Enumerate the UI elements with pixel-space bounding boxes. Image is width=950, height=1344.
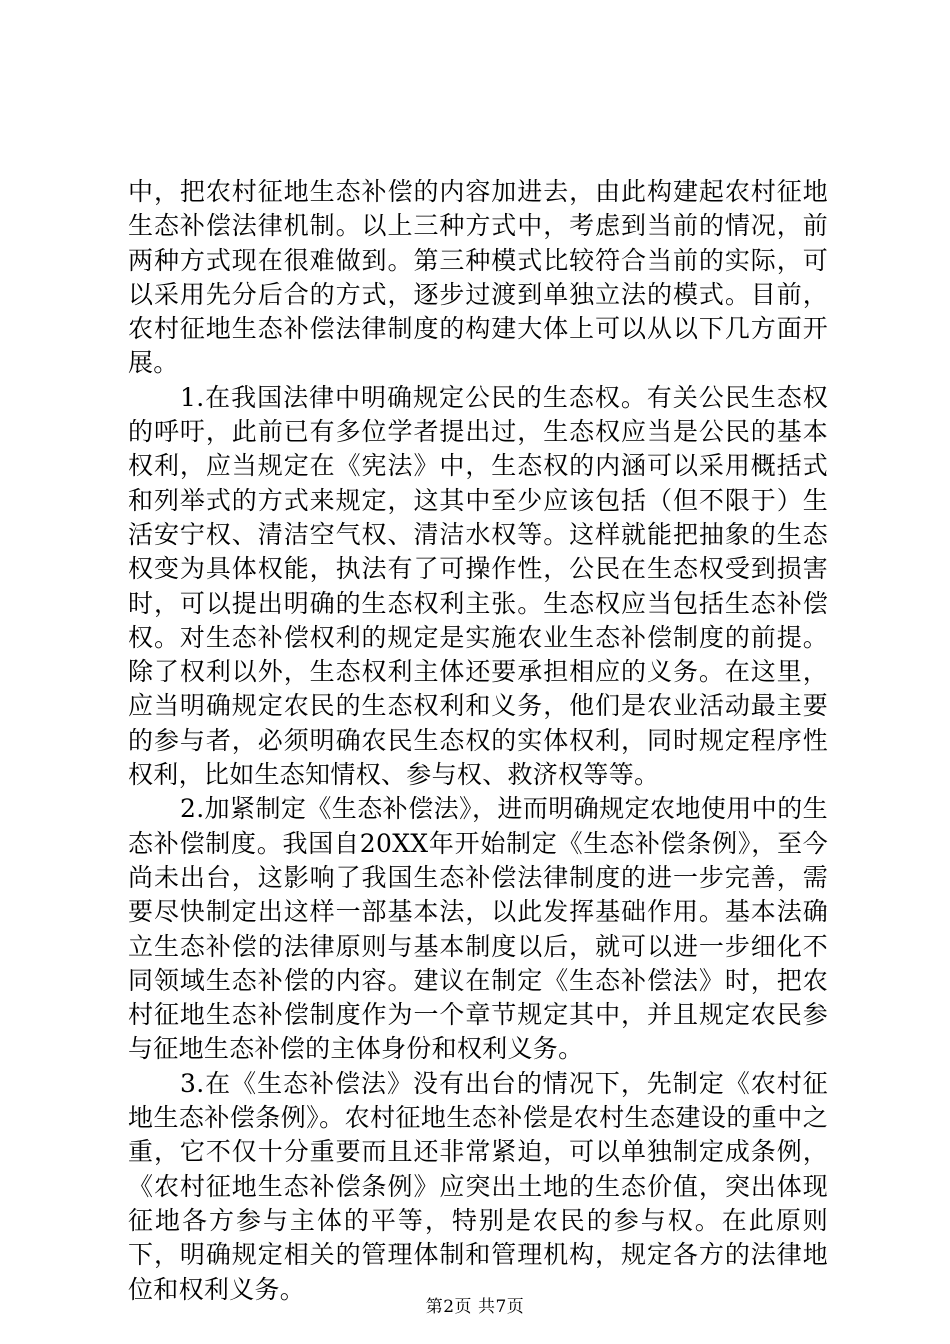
paragraph-item-2: 2.加紧制定《生态补偿法》，进而明确规定农地使用中的生态补偿制度。我国自20XX年开始制定《生态补偿条例》，至今尚未出台，这影响了我国生态补偿法律制度的进一步完善，需要尽快制定出这样一部基本法，以此发挥基础作用。基本法确立生态补偿的法律原则与基本制度以后，就可以进一步细化不同领域生态补偿的内容。建议在制定《生态补偿法》时，把农村征地生态补偿制度作为一个章节规定其中，并且规定农民参与征地生态补偿的主体身份和权利义务。 (128, 794, 828, 1064)
page-number-footer: 第2页 共7页 (425, 1297, 525, 1317)
paragraph-item-1: 1.在我国法律中明确规定公民的生态权。有关公民生态权的呼吁，此前已有多位学者提出过，生态权应当是公民的基本权利，应当规定在《宪法》中，生态权的内涵可以采用概括式和列举式的方式来规定，这其中至少应该包括（但不限于）生活安宁权、清洁空气权、清洁水权等。这样就能把抽象的生态权变为具体权能，执法有了可操作性，公民在生态权受到损害时，可以提出明确的生态权利主张。生态权应当包括生态补偿权。对生态补偿权利的规定是实施农业生态补偿制度的前提。除了权利以外，生态权利主体还要承担相应的义务。在这里，应当明确规定农民的生态权利和义务，他们是农业活动最主要的参与者，必须明确农民生态权的实体权利，同时规定程序性权利，比如生态知情权、参与权、救济权等等。 (128, 382, 828, 790)
body-text (128, 175, 828, 1307)
paragraph-item-3: 3.在《生态补偿法》没有出台的情况下，先制定《农村征地生态补偿条例》。农村征地生态补偿是农村生态建设的重中之重，它不仅十分重要而且还非常紧迫，可以单独制定成条例，《农村征地生态补偿条例》应突出土地的生态价值，突出体现征地各方参与主体的平等，特别是农民的参与权。在此原则下，明确规定相关的管理体制和管理机构，规定各方的法律地位和权利义务。 (128, 1068, 828, 1304)
paragraph-continuation: 中，把农村征地生态补偿的内容加进去，由此构建起农村征地生态补偿法律机制。以上三种方式中，考虑到当前的情况，前两种方式现在很难做到。第三种模式比较符合当前的实际，可以采用先分后合的方式，逐步过渡到单独立法的模式。目前，农村征地生态补偿法律制度的构建大体上可以从以下几方面开展。 (128, 177, 828, 378)
